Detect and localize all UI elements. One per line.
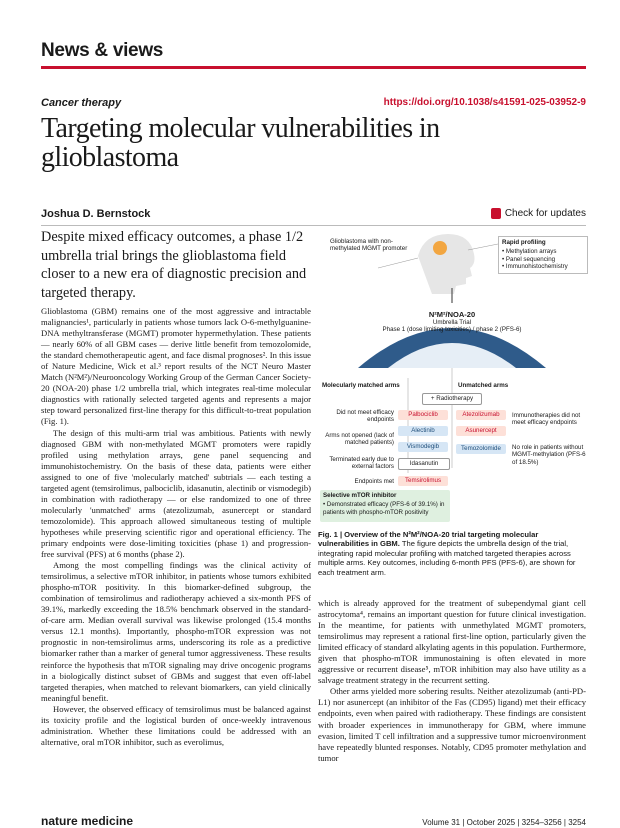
connector [378,258,418,268]
trial-sub: Umbrella Trial [432,319,472,326]
selective-box [320,490,450,522]
matched-header: Molecularly matched arms [322,382,400,389]
masthead-rule [41,66,586,69]
trial-name: N²M²/NOA-20 [428,310,476,319]
caption-text: The figure depicts the umbrella design of the trial, integrating rapid molecular profiling with matched targeted therapies across multiple arms. Key outcomes, including 6-month PFS (PFS-6), are shown for each treatment arm. [318,539,576,577]
drug-palbociclib: Palbociclib [398,410,448,420]
selective-title: Selective mTOR inhibitor [323,492,397,499]
page-info: Volume 31 | October 2025 | 3254–3256 | 3254 [422,818,586,827]
profiling-box [498,236,588,274]
figure-1 [318,228,586,523]
note-no-role: No role in patients without MGMT-methylation (PFS-6 of 18.5%) [512,444,586,466]
section-label: Cancer therapy [41,97,122,109]
profiling-item: • Panel sequencing [502,255,556,263]
paragraph: The design of this multi-arm trial was ambitious. Patients with newly diagnosed GBM with non-methylated MGMT promoters were rapidly profiled using methylation arrays, gene panel sequencing and immunohistochemistry. On the basis of these data, patients were either assigned to one of five 'molecularly matched' subtrials — each testing a targeted agent (temsirolimus, palbociclib, idasanutin, alectinib or vismodegib) in combination with radiotherapy — or else randomized to one of three molecularly 'unmatched' arms (atezolizumab, asunercept or standard temozolomide). This approach allowed simultaneous testing of multiple hypotheses while preserving scientific rigor and operational efficiency. The primary endpoints were dose-limiting toxicities (phase 1) and progression-free survival (PFS) at 6 months (phase 2). [41,427,311,560]
profiling-item: • Methylation arrays [502,248,557,256]
article-title: Targeting molecular vulnerabilities in glioblastoma [41,113,440,173]
profiling-title: Rapid profiling [502,239,546,246]
standfirst: Despite mixed efficacy outcomes, a phase 1/2 umbrella trial brings the glioblastoma field closer to a new era of diagnostic precision and targeted therapy. [41,229,307,301]
note-no-efficacy: Did not meet efficacy endpoints [336,409,394,424]
figure-caption [318,530,586,577]
drug-atezolizumab: Atezolizumab [456,410,506,420]
note-immunotherapies: Immunotherapies did not meet efficacy endpoints [512,412,581,427]
author-name: Joshua D. Bernstock [41,208,151,220]
drug-alectinib: Alectinib [398,426,448,436]
paragraph: which is already approved for the treatment of subependymal giant cell astrocytoma⁴, remains an important question for future clinical investigation. In the meantime, for patients with unmethylated MGMT promoters, temsirolimus may represent a rational first-line option, particularly given the limited efficacy of standard alkylating agents in this population. Furthermore, given that phospho-mTOR immunostaining is often elevated in more aggressive or recurrent disease⁵, mTOR inhibition may also have utility as a salvage treatment strategy in the recurrent setting. [318,598,586,686]
drug-asunercept: Asunercept [456,426,506,436]
check-updates-button[interactable] [491,208,586,219]
body-column-2 [318,598,586,764]
paragraph: Among the most compelling findings was the clinical activity of temsirolimus, a selective mTOR inhibitor, in patients whose tumors exhibited phospho-mTOR positivity. In this biomarker-defined subgroup, the combination of temsirolimus and radiotherapy achieved a six-month PFS of 39.1%, markedly exceeding the 18.5% benchmark observed in the standard-of-care arm. Median overall survival was likewise prolonged (15.4 months versus 12.1 months). Importantly, phospho-mTOR expression was not prognostic in non-temsirolimus arms, underscoring its role as a predictive biomarker rather than a marker of general tumor aggressiveness. These results reinforce the hypothesis that mTOR signaling may drive oncogenic programs in a biologically distinct subset of GBMs and suggest that even off-label targeted therapies, when matched to relevant biomarkers, can yield clinically meaningful benefit. [41,560,311,703]
selective-text: • Demonstrated efficacy (PFS-6 of 39.1%) in patients with phospho-mTOR positivity [323,501,445,516]
tumor-icon [433,241,447,255]
paragraph: However, the observed efficacy of temsirolimus must be balanced against its toxicity profile and the logistical burden of once-weekly intravenous administration. Whether these limitations could be addressed with an alternative, oral mTOR inhibitor, such as everolimus, [41,703,311,747]
crossmark-icon [491,208,501,219]
drug-vismodegib: Vismodegib [398,442,448,452]
note-terminated: Terminated early due to external factors [329,456,394,471]
journal-name: nature medicine [41,814,134,828]
body-column-1 [41,306,311,748]
trial-phase: Phase 1 (dose limiting toxicities) / phase 2 (PFS-6) [382,326,522,334]
drug-temsirolimus: Temsirolimus [398,476,448,486]
radiotherapy-pill: + Radiotherapy [422,393,482,405]
trial-title-block [318,310,586,334]
masthead-brand: News & views [41,40,164,61]
drug-temozolomide: Temozolomide [456,444,506,454]
note-endpoints-met: Endpoints met [354,478,394,485]
note-not-opened: Arms not opened (lack of matched patients) [325,432,394,447]
divider [41,225,586,226]
unmatched-header: Unmatched arms [458,382,509,389]
check-updates-label: Check for updates [504,208,586,219]
drug-idasanutin: Idasanutin [398,458,450,470]
head-icon [418,234,475,294]
patient-label: Glioblastoma with non-methylated MGMT promoter [330,238,408,253]
connector [468,244,498,250]
paragraph: Other arms yielded more sobering results. Neither atezolizumab (anti-PD-L1) nor asunercept (an inhibitor of the Fas (CD95) ligand) met their efficacy endpoints, even when paired with radiotherapy. These findings are consistent with broader experiences in immunotherapy for GBM, where immune evasion, limited T cell infiltration and a suppressive tumor microenvironment have repeatedly blunted responses. Notably, CD95 promoter methylation and tumor [318,686,586,763]
paragraph: Glioblastoma (GBM) remains one of the most aggressive and intractable malignancies¹, particularly in patients whose tumors lack O-6-methylguanine-DNA methyltransferase (MGMT) promoter hypermethylation. These patients — nearly 60% of all GBM cases — derive little benefit from temozolomide, the standard chemotherapeutic agent, and face dismal prognoses². In this issue of Nature Medicine, Wick et al.³ report results of the NCT Neuro Master Match (N²M²)/Neurooncology Working Group of the German Cancer Society-20 (NOA-20) phase 1/2 umbrella trial, which integrates real-time molecular diagnostics with rationally selected targeted agents and represents a major step toward personalized first-line therapy for this difficult-to-treat population (Fig. 1). [41,306,311,427]
caption-label: Fig. 1 | Overview of the N²M²/NOA-20 trial targeting molecular vulnerabilities in GBM. [318,530,539,549]
profiling-item: • Immunohistochemistry [502,262,568,270]
doi-link[interactable]: https://doi.org/10.1038/s41591-025-03952-9 [383,97,586,108]
